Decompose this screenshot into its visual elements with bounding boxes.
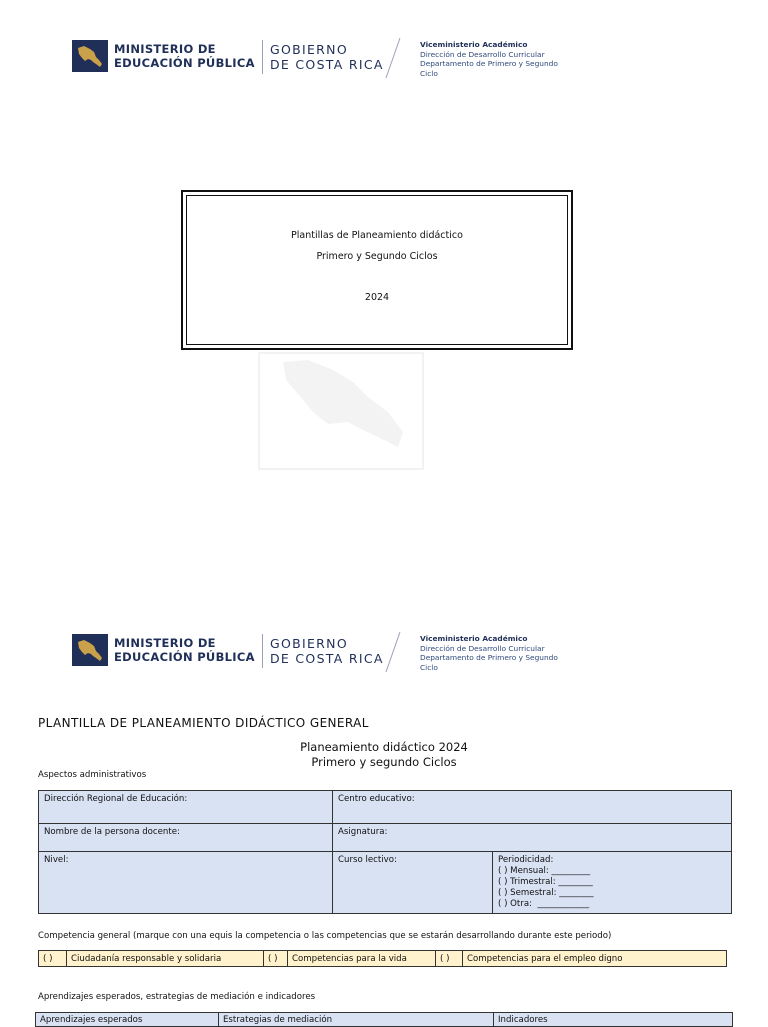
aprendizajes-table [35,1012,733,1027]
vice-line3: Departamento de Primero y Segundo [420,59,558,69]
vice-line4: Ciclo [420,662,438,672]
header-page2 [72,634,612,682]
header-aprendizajes: Aprendizajes esperados [36,1013,219,1027]
competencia-empleo: Competencias para el empleo digno [463,951,727,967]
costa-rica-map-icon [72,634,108,666]
periodicidad-cell[interactable] [493,852,732,914]
ministry-line2: EDUCACIÓN PÚBLICA [114,56,255,70]
competencia-label: Competencia general (marque con una equis la competencia o las competencias que se estarán desarrollando durante este periodo) [38,931,612,941]
vice-ministry-block [420,40,558,78]
vice-line4: Ciclo [420,68,438,78]
docente-cell[interactable]: Nombre de la persona docente: [39,824,333,852]
aprendizajes-label: Aprendizajes esperados, estrategias de mediación e indicadores [38,992,316,1002]
periodicidad-label: Periodicidad: [498,855,554,865]
competencias-table [38,950,727,967]
header-divider [262,40,263,74]
vice-line2: Dirección de Desarrollo Curricular [420,643,545,653]
cover-year: 2024 [364,292,390,303]
mark-vida[interactable]: ( ) [264,951,288,967]
direccion-cell[interactable]: Dirección Regional de Educación: [39,791,333,824]
header-divider [262,634,263,668]
watermark-icon [258,352,424,470]
gob-line1: GOBIERNO [270,42,348,57]
government-name [270,636,384,666]
ministry-name [114,42,255,70]
aspectos-label: Aspectos administrativos [38,770,147,780]
ministry-line1: MINISTERIO DE [114,42,216,56]
vice-title: Viceministerio Académico [420,634,528,643]
mark-ciudadania[interactable]: ( ) [39,951,67,967]
plantilla-subtitle1: Planeamiento didáctico 2024 [300,740,468,754]
mensual-option[interactable]: ( ) Mensual: _________ [498,866,591,876]
cover-box-inner [186,195,568,345]
cover-line2: Primero y Segundo Ciclos [316,251,438,262]
slash-divider [384,36,402,80]
costa-rica-map-icon [72,40,108,72]
government-name [270,42,384,72]
plantilla-subtitle2: Primero y segundo Ciclos [311,755,457,769]
slash-divider [384,630,402,674]
header-estrategias: Estrategias de mediación [219,1013,494,1027]
trimestral-option[interactable]: ( ) Trimestral: ________ [498,877,593,887]
header-top [72,40,612,88]
semestral-option[interactable]: ( ) Semestral: ________ [498,888,594,898]
gob-line1: GOBIERNO [270,636,348,651]
cover-box [181,190,573,350]
vice-line2: Dirección de Desarrollo Curricular [420,49,545,59]
admin-table [38,790,732,914]
competencia-vida: Competencias para la vida [288,951,436,967]
competencia-ciudadania: Ciudadanía responsable y solidaria [67,951,264,967]
vice-line3: Departamento de Primero y Segundo [420,653,558,663]
cover-line1: Plantillas de Planeamiento didáctico [291,230,463,241]
curso-cell[interactable]: Curso lectivo: [333,852,493,914]
gob-line2: DE COSTA RICA [270,651,384,666]
ministry-line1: MINISTERIO DE [114,636,216,650]
ministry-name [114,636,255,664]
vice-title: Viceministerio Académico [420,40,528,49]
plantilla-title: PLANTILLA DE PLANEAMIENTO DIDÁCTICO GENERAL [38,716,369,730]
vice-ministry-block [420,634,558,672]
gob-line2: DE COSTA RICA [270,57,384,72]
otra-option[interactable]: ( ) Otra: ____________ [498,899,590,909]
mark-empleo[interactable]: ( ) [436,951,463,967]
ministry-line2: EDUCACIÓN PÚBLICA [114,650,255,664]
centro-cell[interactable]: Centro educativo: [333,791,732,824]
nivel-cell[interactable]: Nivel: [39,852,333,914]
header-indicadores: Indicadores [494,1013,733,1027]
asignatura-cell[interactable]: Asignatura: [333,824,732,852]
